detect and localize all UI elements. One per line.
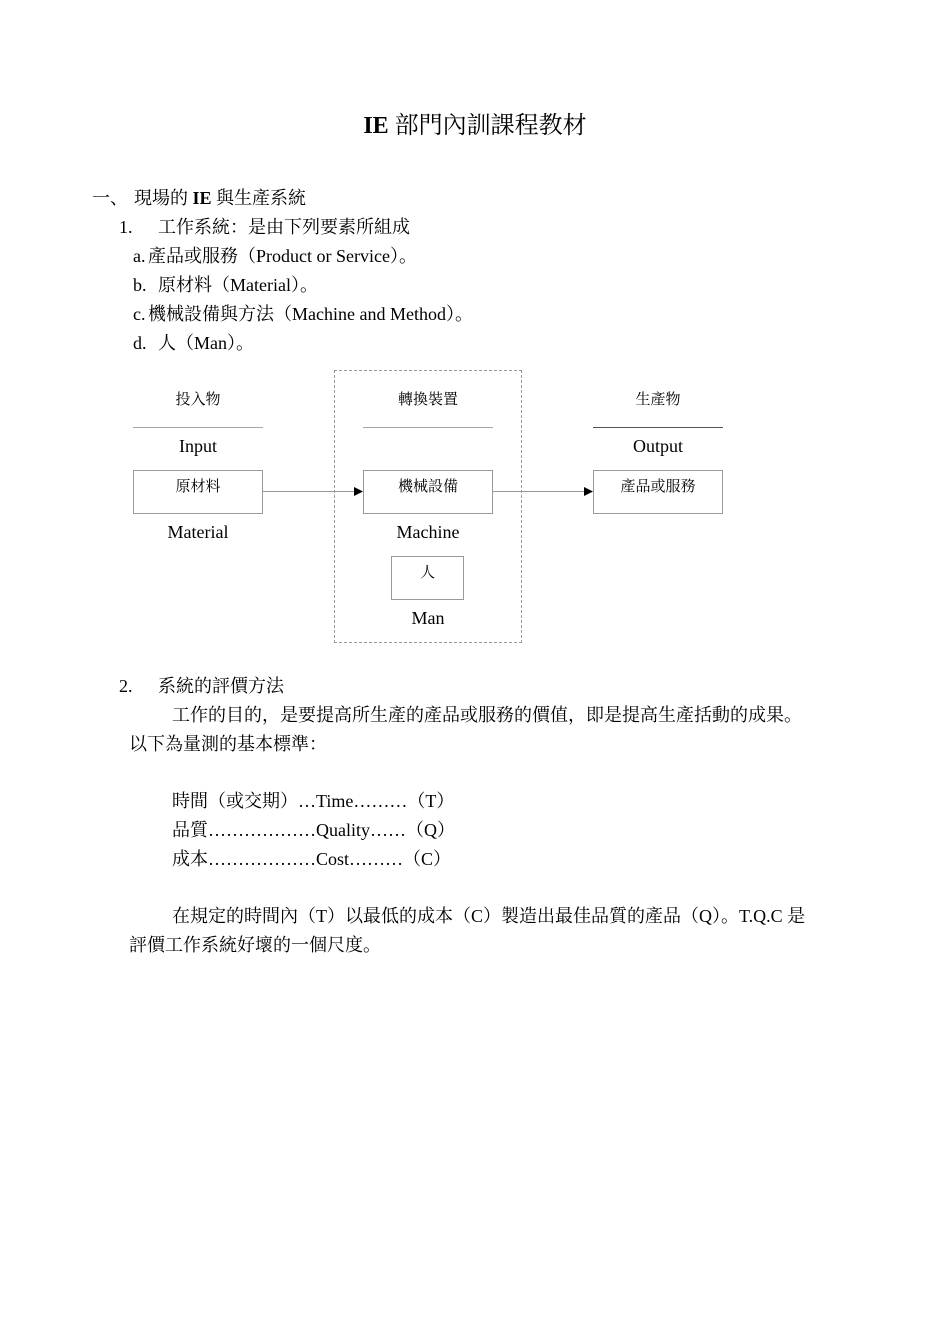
- item2-number: 2.: [119, 676, 133, 696]
- paragraph2-line1: 在規定的時間內（T）以最低的成本（C）製造出最佳品質的產品（Q）。T.Q.C 是: [172, 906, 806, 926]
- man-caption: Man: [411, 608, 445, 628]
- machine-caption: Machine: [396, 522, 460, 542]
- sub-item-d-marker: d.: [133, 333, 147, 353]
- criteria-cost: 成本………………Cost………（C）: [172, 849, 452, 869]
- paragraph1-line1: 工作的目的，是要提高所生產的產品或服務的價值，即是提高生產括動的成果。: [172, 705, 802, 725]
- arrow-input-to-machine: [263, 487, 363, 496]
- output-box-text: 產品或服務: [620, 479, 696, 495]
- input-label: Input: [179, 436, 217, 456]
- title-prefix: IE: [363, 113, 389, 139]
- arrow-machine-to-output: [493, 487, 593, 496]
- section1-heading-pre: 現場的: [134, 188, 193, 208]
- input-header: 投入物: [175, 392, 221, 408]
- man-box-text: 人: [419, 565, 435, 581]
- section1-heading-post: 與生產系統: [211, 188, 307, 208]
- item2-heading: 系統的評價方法: [158, 676, 284, 696]
- sub-item-b-text: 原材料（Material）。: [158, 275, 318, 295]
- section1-heading-ie: IE: [192, 188, 212, 208]
- sub-item-b-marker: b.: [133, 275, 147, 295]
- item1-text: 工作系統：是由下列要素所組成: [158, 217, 410, 237]
- criteria-time: 時間（或交期）…Time………（T）: [172, 791, 455, 811]
- sub-item-c-text: 機械設備與方法（Machine and Method）。: [148, 304, 473, 324]
- input-box-text: 原材料: [175, 479, 221, 495]
- input-caption: Material: [167, 522, 229, 542]
- output-label: Output: [632, 436, 683, 456]
- machine-box-text: 機械設備: [397, 479, 458, 495]
- sub-item-a-text: 產品或服務（Product or Service）。: [148, 246, 417, 266]
- output-header: 生產物: [635, 392, 681, 408]
- title-rest: 部門內訓課程教材: [388, 113, 587, 139]
- transform-header: 轉換裝置: [397, 392, 458, 408]
- section1-number: 一、: [92, 188, 128, 208]
- sub-item-d-text: 人（Man）。: [158, 333, 254, 353]
- criteria-quality: 品質………………Quality……（Q）: [172, 820, 455, 840]
- paragraph1-line2: 以下為量測的基本標準：: [129, 734, 327, 754]
- sub-item-a-marker: a.: [133, 246, 146, 266]
- paragraph2-line2: 評價工作系統好壞的一個尺度。: [129, 935, 381, 955]
- item1-number: 1.: [119, 217, 133, 237]
- sub-item-c-marker: c.: [133, 304, 146, 324]
